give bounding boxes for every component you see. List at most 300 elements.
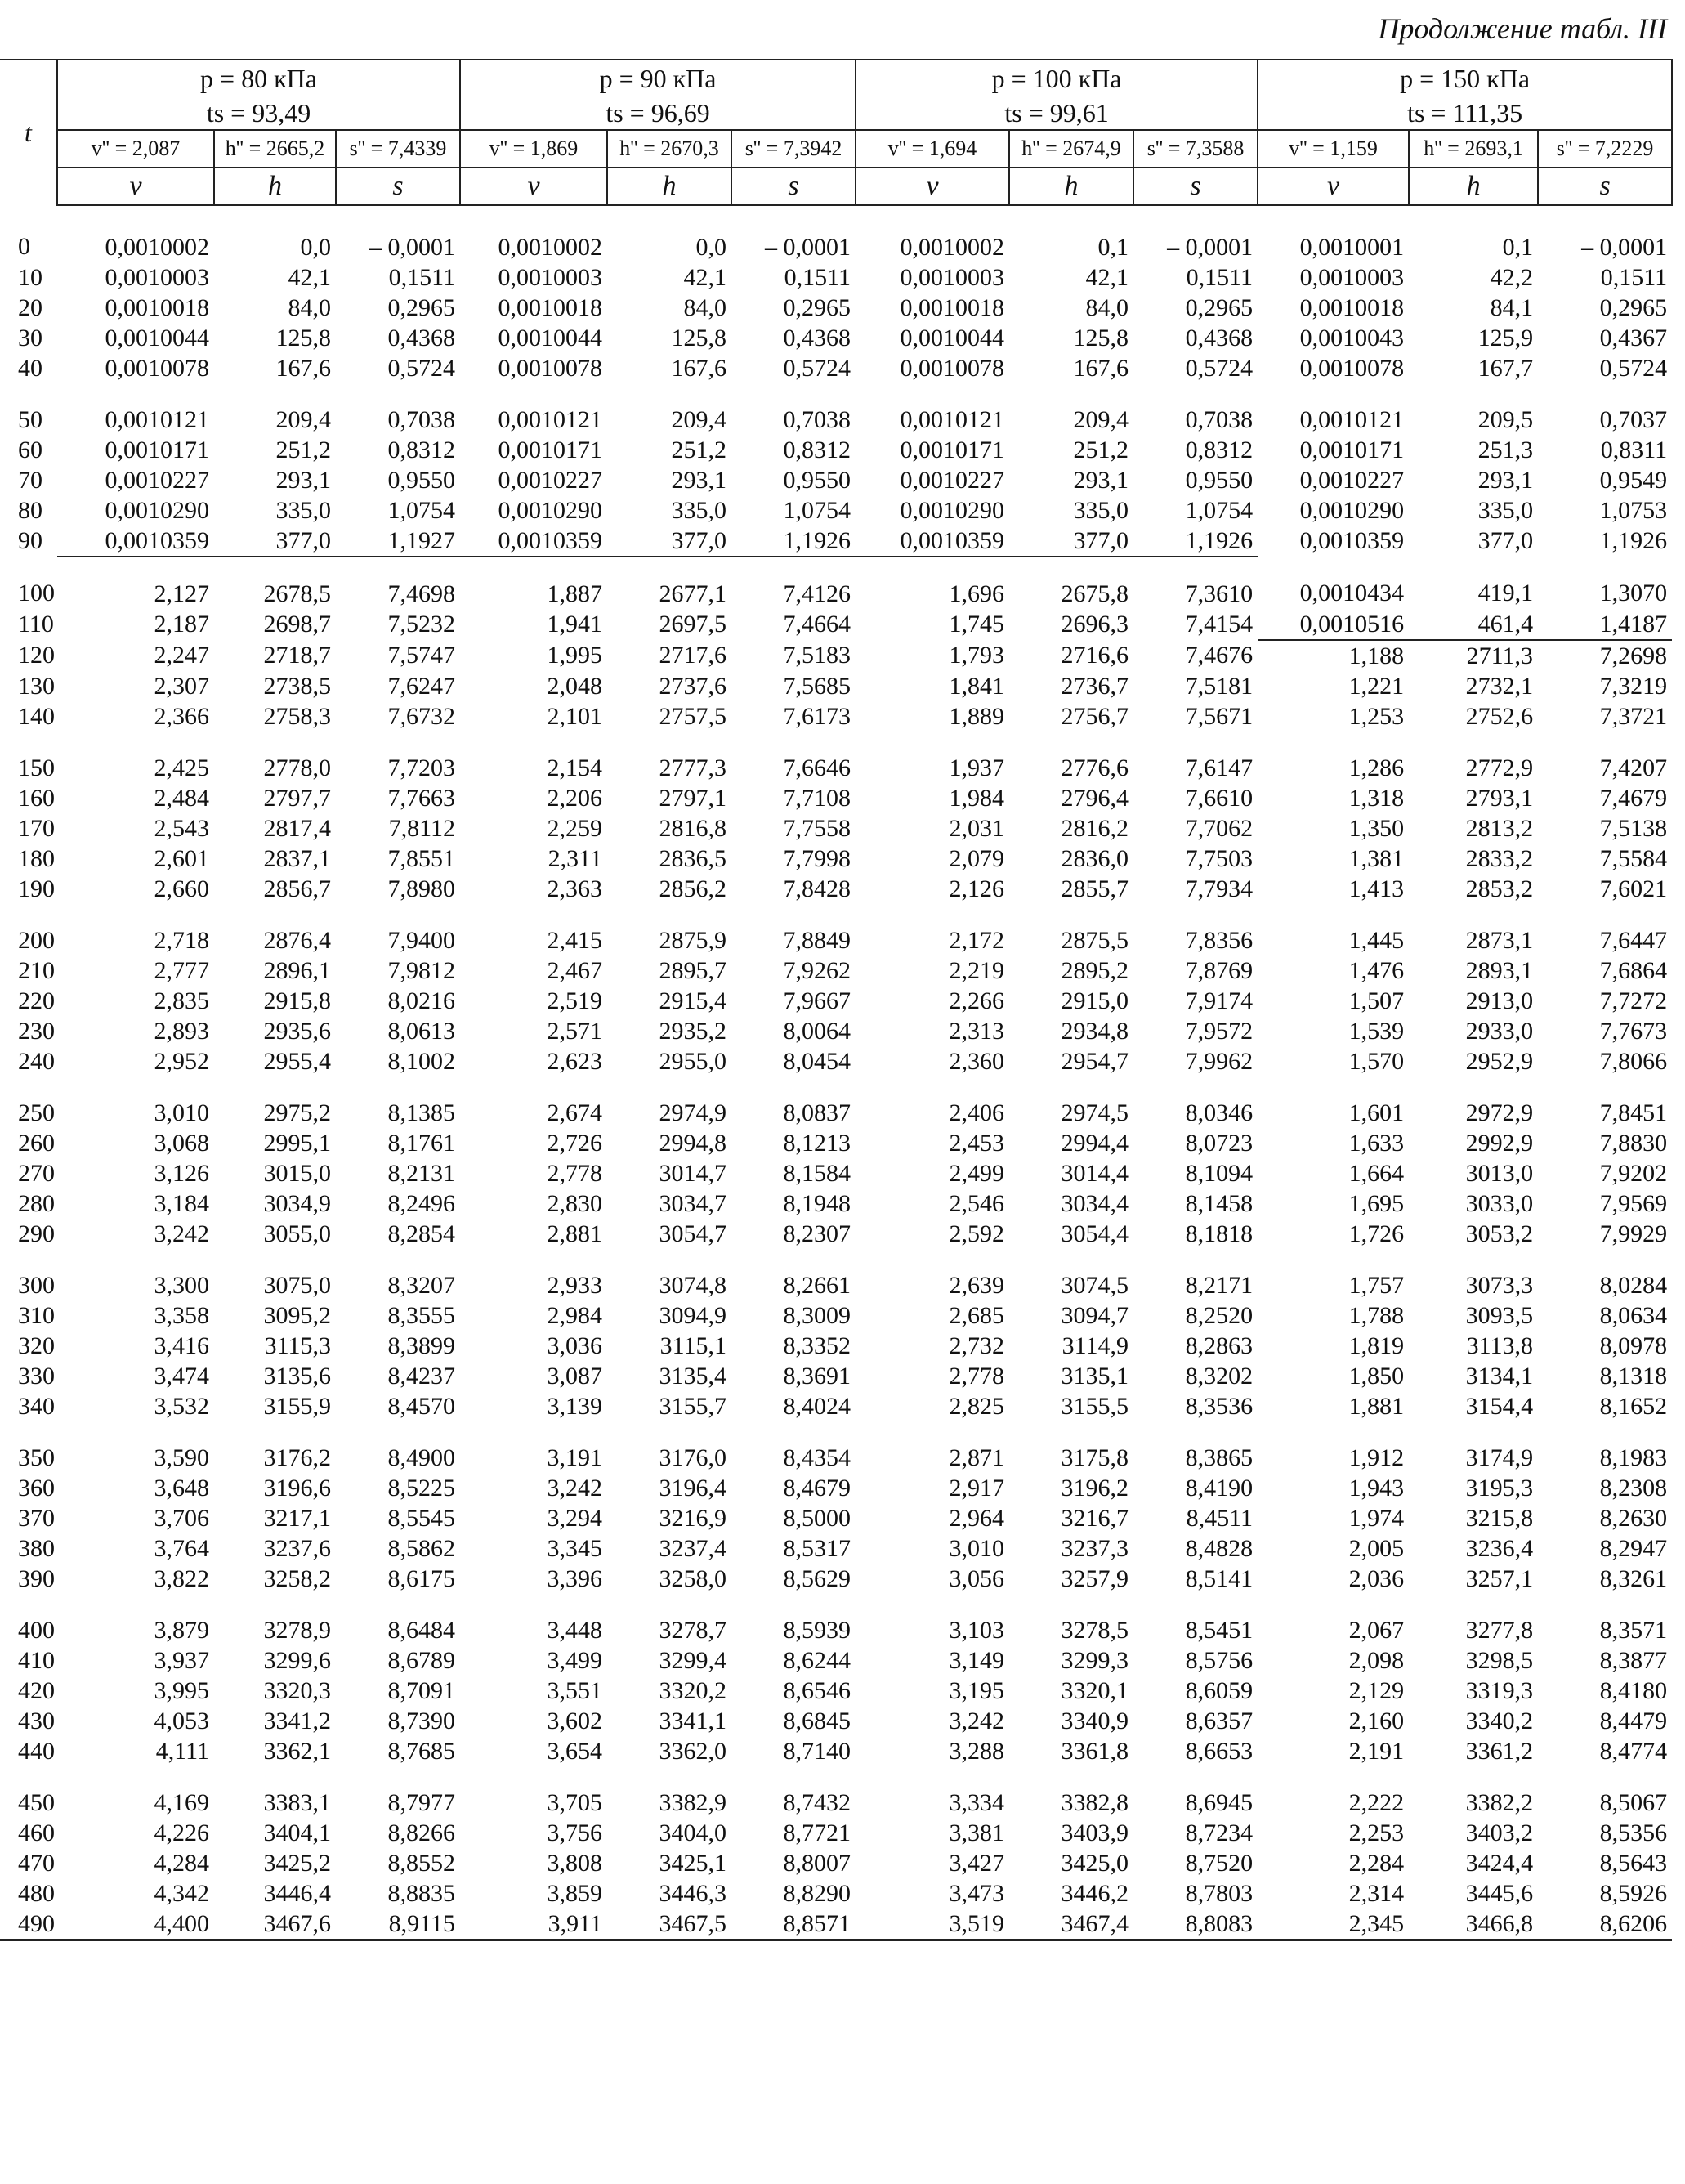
s-value-cell: 7,7272 — [1599, 987, 1668, 1014]
v-value-cell: 0,0010121 — [498, 405, 603, 433]
v-value-cell: 1,745 — [949, 611, 1005, 638]
table-row — [0, 1503, 1672, 1533]
v-value-cell: 0,0010171 — [900, 436, 1005, 463]
s-value-cell: 8,6845 — [783, 1707, 851, 1734]
h-value-cell: 3176,2 — [263, 1443, 331, 1471]
temperature-cell: 90 — [18, 527, 42, 554]
s-value-cell: 8,7803 — [1185, 1879, 1254, 1907]
h-value-cell: 3055,0 — [263, 1220, 331, 1247]
s-value-cell: 8,0613 — [387, 1017, 456, 1045]
s-value-cell: 8,4354 — [783, 1443, 851, 1471]
v-value-cell: 2,360 — [949, 1047, 1005, 1075]
h-value-cell: 3446,2 — [1061, 1879, 1129, 1907]
pressure-header: p = 90 кПа — [460, 60, 856, 96]
s-value-cell: 8,0346 — [1185, 1099, 1254, 1126]
temperature-cell: 20 — [18, 293, 42, 321]
s-value-cell: 0,4367 — [1599, 324, 1668, 351]
s-value-cell: 0,1511 — [1186, 263, 1254, 291]
h-value-cell: 3034,4 — [1061, 1189, 1129, 1217]
h-value-cell: 3446,3 — [659, 1879, 727, 1907]
v-value-cell: 1,943 — [1348, 1474, 1405, 1502]
s-value-cell: 7,9572 — [1185, 1017, 1254, 1045]
h-value-cell: 84,1 — [1490, 293, 1534, 321]
v-value-cell: 1,841 — [949, 672, 1005, 700]
s-value-cell: 1,4187 — [1538, 609, 1672, 640]
s-value-cell: 7,8830 — [1599, 1129, 1668, 1157]
s-value-cell: 7,7998 — [783, 844, 851, 872]
v-value-cell: 3,499 — [547, 1646, 603, 1674]
h-value-cell: 2836,5 — [659, 844, 727, 872]
v-value-cell: 1,726 — [1348, 1220, 1405, 1247]
v-value-cell: 3,416 — [154, 1331, 209, 1359]
v-value-cell: 3,056 — [949, 1564, 1005, 1592]
v-value-cell: 3,648 — [154, 1474, 209, 1502]
h-value-cell: 2853,2 — [1465, 875, 1534, 902]
v-value-cell: 0,0010003 — [498, 263, 603, 291]
temperature-cell: 410 — [18, 1646, 55, 1674]
v-value-cell: 2,726 — [547, 1129, 603, 1157]
s-value-cell: 7,9812 — [387, 956, 456, 984]
v-value-cell: 3,345 — [547, 1534, 603, 1562]
v-value-cell: 0,0010227 — [900, 466, 1005, 494]
s-value-cell: 8,2131 — [387, 1159, 456, 1187]
h-value-cell: 209,5 — [1477, 405, 1534, 433]
s-value-cell: 8,4828 — [1185, 1534, 1254, 1562]
s-value-cell: 7,8066 — [1599, 1047, 1668, 1075]
h-value-cell: 3114,9 — [1062, 1331, 1129, 1359]
s-value-cell: 8,4774 — [1599, 1737, 1668, 1765]
h-value-cell: 2875,9 — [659, 926, 727, 954]
table-row — [0, 1331, 1672, 1361]
v-value-cell: 4,342 — [154, 1879, 209, 1907]
saturated-vapor-v-header: v'' = 2,087 — [57, 130, 214, 168]
h-value-cell: 125,8 — [1073, 324, 1129, 351]
s-value-cell: 8,6206 — [1599, 1909, 1668, 1937]
s-value-cell: 7,6447 — [1599, 926, 1668, 954]
s-value-cell: 8,4024 — [783, 1392, 851, 1420]
v-value-cell: 2,048 — [547, 672, 603, 700]
v-value-cell: 3,103 — [949, 1616, 1005, 1644]
h-value-cell: 3257,9 — [1061, 1564, 1129, 1592]
v-value-cell: 3,294 — [547, 1504, 603, 1532]
h-value-cell: 335,0 — [1073, 496, 1129, 524]
s-value-cell: 8,3899 — [387, 1331, 456, 1359]
saturated-vapor-v-header: v'' = 1,159 — [1258, 130, 1409, 168]
temperature-cell: 140 — [18, 702, 55, 730]
s-value-cell: 0,2965 — [1185, 293, 1254, 321]
s-value-cell: 8,3571 — [1599, 1616, 1668, 1644]
v-value-cell: 3,705 — [547, 1788, 603, 1816]
h-value-cell: 2717,6 — [659, 642, 727, 669]
v-value-cell: 1,889 — [949, 702, 1005, 730]
s-value-cell: 0,4368 — [1185, 324, 1254, 351]
h-value-cell: 3134,1 — [1465, 1362, 1534, 1390]
h-value-cell: 2772,9 — [1465, 754, 1534, 781]
h-value-cell: 377,0 — [1477, 527, 1534, 554]
v-value-cell: 2,425 — [154, 754, 209, 781]
saturated-vapor-v-header: v'' = 1,694 — [856, 130, 1009, 168]
v-value-cell: 2,187 — [154, 611, 209, 638]
v-value-cell: 2,546 — [949, 1189, 1005, 1217]
v-value-cell: 3,242 — [154, 1220, 209, 1247]
v-value-cell: 2,964 — [949, 1504, 1005, 1532]
h-value-cell: 3074,5 — [1061, 1271, 1129, 1299]
s-value-cell: 7,7062 — [1185, 814, 1254, 842]
v-value-cell: 1,757 — [1348, 1271, 1405, 1299]
v-value-cell: 0,0010044 — [105, 324, 209, 351]
h-value-cell: 2696,3 — [1061, 611, 1129, 638]
v-value-cell: 2,893 — [154, 1017, 209, 1045]
saturation-temperature-header: ts = 111,35 — [1258, 96, 1672, 130]
h-value-cell: 84,0 — [683, 293, 727, 321]
h-value-cell: 0,1 — [1097, 233, 1129, 261]
h-value-cell: 3445,6 — [1465, 1879, 1534, 1907]
s-value-cell: 8,8083 — [1185, 1909, 1254, 1937]
temperature-cell: 120 — [18, 642, 55, 669]
h-value-cell: 2915,0 — [1061, 987, 1129, 1014]
v-value-cell: 1,633 — [1348, 1129, 1405, 1157]
h-value-cell: 3299,6 — [263, 1646, 331, 1674]
h-value-cell: 3196,4 — [659, 1474, 727, 1502]
h-value-cell: 3382,9 — [659, 1788, 727, 1816]
temperature-cell: 370 — [18, 1504, 55, 1532]
table-row — [0, 1818, 1672, 1848]
s-value-cell: 8,2854 — [387, 1220, 456, 1247]
table-row — [0, 783, 1672, 813]
h-value-cell: 2995,1 — [263, 1129, 331, 1157]
temperature-cell: 340 — [18, 1392, 55, 1420]
h-value-cell: 3196,2 — [1061, 1474, 1129, 1502]
h-value-cell: 3093,5 — [1465, 1301, 1534, 1329]
s-value-cell: 8,4570 — [387, 1392, 456, 1420]
h-value-cell: 2893,1 — [1465, 956, 1534, 984]
h-value-cell: 3341,2 — [263, 1707, 331, 1734]
s-value-cell: 8,3877 — [1599, 1646, 1668, 1674]
s-value-cell: 7,8356 — [1185, 926, 1254, 954]
h-value-cell: 2757,5 — [659, 702, 727, 730]
v-value-cell: 0,0010003 — [900, 263, 1005, 291]
v-value-cell: 1,253 — [1348, 702, 1405, 730]
h-value-cell: 2992,9 — [1465, 1129, 1534, 1157]
v-value-cell: 1,974 — [1348, 1504, 1405, 1532]
h-value-cell: 2895,7 — [659, 956, 727, 984]
table-row — [0, 671, 1672, 701]
s-value-cell: 7,5671 — [1185, 702, 1254, 730]
h-value-cell: 3054,7 — [659, 1220, 727, 1247]
h-value-cell: 3033,0 — [1465, 1189, 1534, 1217]
temperature-cell: 40 — [18, 354, 42, 382]
h-value-cell: 3196,6 — [263, 1474, 331, 1502]
h-value-cell: 2776,6 — [1061, 754, 1129, 781]
v-value-cell: 0,0010516 — [1258, 609, 1409, 640]
saturated-vapor-s-header: s'' = 7,3588 — [1133, 130, 1258, 168]
s-value-cell: 8,0723 — [1185, 1129, 1254, 1157]
v-value-cell: 2,160 — [1348, 1707, 1405, 1734]
v-value-cell: 3,010 — [949, 1534, 1005, 1562]
h-value-cell: 3034,7 — [659, 1189, 727, 1217]
v-value-cell: 3,590 — [154, 1443, 209, 1471]
s-value-cell: 8,4190 — [1185, 1474, 1254, 1502]
table-row — [0, 732, 1672, 783]
s-value-cell: 8,1385 — [387, 1099, 456, 1126]
h-value-cell: 3237,6 — [263, 1534, 331, 1562]
s-value-cell: 7,6173 — [783, 702, 851, 730]
s-value-cell: 7,6646 — [783, 754, 851, 781]
h-value-cell: 2875,5 — [1061, 926, 1129, 954]
saturated-vapor-h-header: h'' = 2693,1 — [1409, 130, 1538, 168]
v-value-cell: 2,825 — [949, 1392, 1005, 1420]
s-value-cell: 8,2630 — [1599, 1504, 1668, 1532]
s-value-cell: 7,5232 — [387, 611, 456, 638]
h-value-cell: 2873,1 — [1465, 926, 1534, 954]
v-value-cell: 2,311 — [548, 844, 603, 872]
h-value-cell: 2736,7 — [1061, 672, 1129, 700]
v-value-cell: 2,313 — [949, 1017, 1005, 1045]
v-value-cell: 2,467 — [547, 956, 603, 984]
s-value-cell: 7,8428 — [783, 875, 851, 902]
s-value-cell: 0,5724 — [783, 354, 851, 382]
s-value-cell: 7,7558 — [783, 814, 851, 842]
h-value-cell: 2758,3 — [263, 702, 331, 730]
h-value-cell: 2972,9 — [1465, 1099, 1534, 1126]
v-value-cell: 3,859 — [547, 1879, 603, 1907]
h-value-cell: 3094,9 — [659, 1301, 727, 1329]
s-value-cell: 8,8290 — [783, 1879, 851, 1907]
h-value-cell: 3320,1 — [1061, 1676, 1129, 1704]
v-value-cell: 0,0010359 — [1299, 527, 1405, 554]
v-value-cell: 2,222 — [1348, 1788, 1405, 1816]
v-value-cell: 2,571 — [547, 1017, 603, 1045]
table-row — [0, 955, 1672, 986]
table-row — [0, 1219, 1672, 1249]
h-value-cell: 335,0 — [1477, 496, 1534, 524]
saturated-vapor-s-header: s'' = 7,2229 — [1538, 130, 1672, 168]
h-value-cell: 293,1 — [1073, 466, 1129, 494]
h-value-cell: 2752,6 — [1465, 702, 1534, 730]
table-bottom-rule — [0, 1940, 1672, 1947]
h-value-cell: 3320,2 — [659, 1676, 727, 1704]
v-value-cell: 2,952 — [154, 1047, 209, 1075]
s-value-cell: 8,3865 — [1185, 1443, 1254, 1471]
h-value-cell: 293,1 — [275, 466, 331, 494]
s-value-cell: 8,6059 — [1185, 1676, 1254, 1704]
v-value-cell: 0,0010359 — [57, 526, 214, 557]
h-value-cell: 167,6 — [671, 354, 727, 382]
saturation-temperature-header: ts = 93,49 — [57, 96, 460, 130]
s-value-cell: 7,6147 — [1185, 754, 1254, 781]
s-value-cell: 0,2965 — [387, 293, 456, 321]
v-value-cell: 1,664 — [1348, 1159, 1405, 1187]
s-value-cell: 7,5747 — [387, 642, 456, 669]
table-row — [0, 1421, 1672, 1473]
h-value-cell: 3113,8 — [1466, 1331, 1534, 1359]
s-value-cell: 8,9115 — [388, 1909, 456, 1937]
s-value-cell: 7,9962 — [1185, 1047, 1254, 1075]
h-value-cell: 2935,6 — [263, 1017, 331, 1045]
table-row — [0, 1158, 1672, 1188]
table-row — [0, 557, 1672, 609]
v-value-cell: 0,0010359 — [856, 526, 1009, 557]
h-value-cell: 3195,3 — [1465, 1474, 1534, 1502]
v-value-cell: 1,696 — [949, 580, 1005, 607]
s-value-cell: 8,2308 — [1599, 1474, 1668, 1502]
s-value-cell: 8,5317 — [783, 1534, 851, 1562]
v-value-cell: 2,129 — [1348, 1676, 1405, 1704]
h-value-cell: 251,2 — [671, 436, 727, 463]
column-header-h: h — [607, 168, 731, 205]
h-value-cell: 251,2 — [275, 436, 331, 463]
s-value-cell: 8,5225 — [387, 1474, 456, 1502]
s-value-cell: 7,7203 — [387, 754, 456, 781]
saturation-temperature-header: ts = 99,61 — [856, 96, 1258, 130]
s-value-cell: 7,8112 — [388, 814, 456, 842]
table-row — [0, 1016, 1672, 1046]
s-value-cell: 8,0064 — [783, 1017, 851, 1045]
s-value-cell: 8,6175 — [387, 1564, 456, 1592]
table-row — [0, 1878, 1672, 1909]
s-value-cell: 8,8552 — [387, 1849, 456, 1877]
v-value-cell: 2,660 — [154, 875, 209, 902]
s-value-cell: 8,1213 — [783, 1129, 851, 1157]
v-value-cell: 2,685 — [949, 1301, 1005, 1329]
v-value-cell: 3,654 — [547, 1737, 603, 1765]
h-value-cell: 2813,2 — [1465, 814, 1534, 842]
h-value-cell: 84,0 — [288, 293, 331, 321]
v-value-cell: 3,427 — [949, 1849, 1005, 1877]
v-value-cell: 1,788 — [1348, 1301, 1405, 1329]
v-value-cell: 1,507 — [1348, 987, 1405, 1014]
s-value-cell: – 0,0001 — [369, 233, 456, 261]
h-value-cell: 3257,1 — [1465, 1564, 1534, 1592]
s-value-cell: 7,7503 — [1185, 844, 1254, 872]
h-value-cell: 2817,4 — [263, 814, 331, 842]
s-value-cell: 8,3691 — [783, 1362, 851, 1390]
h-value-cell: 2697,5 — [659, 611, 727, 638]
table-row — [0, 1188, 1672, 1219]
h-value-cell: 3054,4 — [1061, 1220, 1129, 1247]
s-value-cell: 0,2965 — [783, 293, 851, 321]
s-value-cell: 8,5451 — [1185, 1616, 1254, 1644]
v-value-cell: 1,601 — [1348, 1099, 1405, 1126]
saturated-vapor-h-header: h'' = 2674,9 — [1009, 130, 1133, 168]
temperature-cell: 390 — [18, 1564, 55, 1592]
column-header-v: v — [856, 168, 1009, 205]
h-value-cell: 3362,1 — [263, 1737, 331, 1765]
v-value-cell: 0,0010002 — [900, 233, 1005, 261]
h-value-cell: 335,0 — [275, 496, 331, 524]
s-value-cell: 7,9667 — [783, 987, 851, 1014]
s-value-cell: 8,0284 — [1599, 1271, 1668, 1299]
s-value-cell: 1,0753 — [1599, 496, 1668, 524]
v-value-cell: 2,933 — [547, 1271, 603, 1299]
s-value-cell: 8,1002 — [387, 1047, 456, 1075]
v-value-cell: 1,413 — [1348, 875, 1405, 902]
h-value-cell: 84,0 — [1085, 293, 1129, 321]
table-row — [0, 495, 1672, 526]
s-value-cell: 8,1983 — [1599, 1443, 1668, 1471]
s-value-cell: 8,5756 — [1185, 1646, 1254, 1674]
v-value-cell: 2,101 — [547, 702, 603, 730]
h-value-cell: 3340,9 — [1061, 1707, 1129, 1734]
h-value-cell: 3319,3 — [1465, 1676, 1534, 1704]
v-value-cell: 2,592 — [949, 1220, 1005, 1247]
s-value-cell: 8,2947 — [1599, 1534, 1668, 1562]
s-value-cell: 0,2965 — [1599, 293, 1668, 321]
t-column-header: t — [0, 60, 57, 205]
h-value-cell: 251,3 — [1477, 436, 1534, 463]
h-value-cell: 293,1 — [671, 466, 727, 494]
table-row — [0, 1128, 1672, 1158]
v-value-cell: 4,226 — [154, 1819, 209, 1846]
v-value-cell: 1,887 — [547, 580, 603, 607]
v-value-cell: 2,284 — [1348, 1849, 1405, 1877]
s-value-cell: 7,4698 — [387, 580, 456, 607]
h-value-cell: 3278,5 — [1061, 1616, 1129, 1644]
v-value-cell: 2,172 — [949, 926, 1005, 954]
h-value-cell: 3237,4 — [659, 1534, 727, 1562]
v-value-cell: 3,139 — [547, 1392, 603, 1420]
s-value-cell: 1,1926 — [731, 526, 856, 557]
h-value-cell: 2738,5 — [263, 672, 331, 700]
s-value-cell: 8,3009 — [783, 1301, 851, 1329]
v-value-cell: 0,0010121 — [900, 405, 1005, 433]
s-value-cell: 7,8769 — [1185, 956, 1254, 984]
h-value-cell: 3015,0 — [263, 1159, 331, 1187]
s-value-cell: 8,7390 — [387, 1707, 456, 1734]
v-value-cell: 2,778 — [949, 1362, 1005, 1390]
table-row — [0, 1533, 1672, 1564]
v-value-cell: 2,601 — [154, 844, 209, 872]
table-row — [0, 844, 1672, 874]
v-value-cell: 0,0010078 — [1299, 354, 1405, 382]
h-value-cell: 209,4 — [275, 405, 331, 433]
s-value-cell: 8,2520 — [1185, 1301, 1254, 1329]
v-value-cell: 2,499 — [949, 1159, 1005, 1187]
h-value-cell: 2935,2 — [659, 1017, 727, 1045]
v-value-cell: 0,0010171 — [498, 436, 603, 463]
table-row — [0, 1736, 1672, 1766]
s-value-cell: 7,8451 — [1599, 1099, 1668, 1126]
h-value-cell: 2737,6 — [659, 672, 727, 700]
column-header-v: v — [57, 168, 214, 205]
h-value-cell: 3467,6 — [263, 1909, 331, 1937]
h-value-cell: 335,0 — [671, 496, 727, 524]
s-value-cell: 8,4679 — [783, 1474, 851, 1502]
v-value-cell: 3,300 — [154, 1271, 209, 1299]
s-value-cell: 8,5939 — [783, 1616, 851, 1644]
s-value-cell: 0,5724 — [1599, 354, 1668, 382]
s-value-cell: 8,7721 — [783, 1819, 851, 1846]
s-value-cell: 7,4207 — [1599, 754, 1668, 781]
v-value-cell: 0,0010434 — [1299, 580, 1405, 606]
h-value-cell: 3425,1 — [659, 1849, 727, 1877]
v-value-cell: 0,0010003 — [105, 263, 209, 291]
v-value-cell: 2,126 — [949, 875, 1005, 902]
s-value-cell: 8,3555 — [387, 1301, 456, 1329]
temperature-cell: 280 — [18, 1189, 55, 1217]
temperature-cell: 100 — [18, 580, 55, 606]
h-value-cell: 3278,9 — [263, 1616, 331, 1644]
s-value-cell: 8,2863 — [1185, 1331, 1254, 1359]
column-header-v: v — [1258, 168, 1409, 205]
v-value-cell: 3,764 — [154, 1534, 209, 1562]
v-value-cell: 2,266 — [949, 987, 1005, 1014]
v-value-cell: 0,0010044 — [498, 324, 603, 351]
v-value-cell: 4,169 — [154, 1788, 209, 1816]
table-row — [0, 1249, 1672, 1300]
table-row — [0, 1564, 1672, 1594]
temperature-cell: 250 — [18, 1099, 55, 1126]
